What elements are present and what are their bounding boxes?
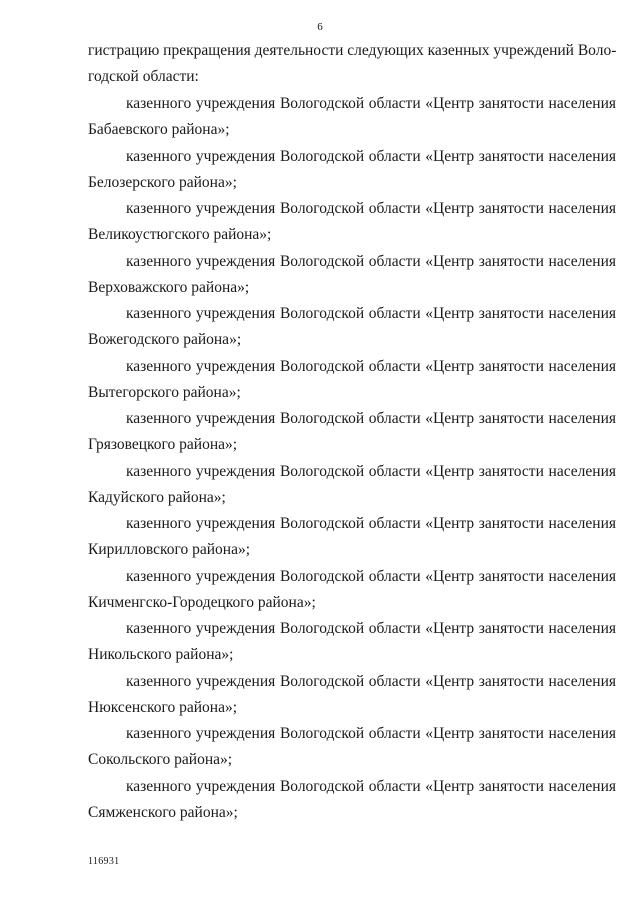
item-district-text: Кадуйского района»; [88, 488, 226, 506]
item-district-text: Никольского района»; [88, 646, 234, 664]
item-district-text: Нюксенского района»; [88, 698, 238, 716]
item-lead-text: казенного учреждения Вологодской области «Центр занятости населения [126, 252, 616, 270]
list-item [88, 669, 616, 722]
list-item [88, 144, 616, 197]
item-lead-text: казенного учреждения Вологодской области «Центр занятости населения [126, 515, 616, 532]
item-lead-text: казенного учреждения Вологодской области «Центр занятости населения [126, 567, 616, 585]
list-item [88, 459, 616, 512]
item-district-text: Кирилловского района»; [88, 541, 251, 559]
item-district-text: Вожегодского района»; [88, 331, 242, 349]
list-item [88, 406, 616, 459]
item-lead-text: казенного учреждения Вологодской области «Центр занятости населения [126, 147, 616, 165]
item-lead-text: казенного учреждения Вологодской области «Центр занятости населения [126, 410, 616, 427]
page-number: 6 [317, 21, 323, 33]
document-code: 116931 [88, 856, 120, 867]
list-item [88, 301, 616, 354]
list-item [88, 721, 616, 774]
item-district-text: Бабаевского района»; [88, 121, 230, 139]
item-lead-text: казенного учреждения Вологодской области «Центр занятости населения [126, 620, 616, 637]
item-district-text: Сокольского района»; [88, 751, 233, 769]
item-district-text: Вытегорского района»; [88, 383, 241, 401]
list-item [88, 91, 616, 144]
item-lead-text: казенного учреждения Вологодской области «Центр занятости населения [126, 95, 616, 112]
list-item [88, 616, 616, 669]
item-lead-text: казенного учреждения Вологодской области «Центр занятости населения [126, 725, 616, 742]
item-lead-text: казенного учреждения Вологодской области «Центр занятости населения [126, 462, 616, 480]
intro-paragraph [88, 38, 616, 90]
item-lead-text: казенного учреждения Вологодской области «Центр занятости населения [126, 777, 616, 795]
list-item [88, 774, 616, 827]
item-lead-text: казенного учреждения Вологодской области «Центр занятости населения [126, 672, 616, 690]
intro-line-1: гистрацию прекращения деятельности следующих казенных учреждений Воло- [88, 42, 617, 59]
intro-line-2: годской области: [88, 68, 199, 85]
item-lead-text: казенного учреждения Вологодской области «Центр занятости населения [126, 200, 616, 217]
item-district-text: Грязовецкого района»; [88, 436, 238, 454]
item-district-text: Великоустюгского района»; [88, 226, 272, 244]
list-item [88, 564, 616, 617]
item-district-text: Сямженского района»; [88, 803, 238, 821]
list-item [88, 511, 616, 564]
institution-list [88, 91, 616, 826]
item-district-text: Кичменгско-Городецкого района»; [88, 593, 316, 611]
list-item [88, 354, 616, 407]
item-lead-text: казенного учреждения Вологодской области «Центр занятости населения [126, 357, 616, 375]
list-item [88, 249, 616, 302]
item-district-text: Верховажского района»; [88, 278, 250, 296]
item-lead-text: казенного учреждения Вологодской области «Центр занятости населения [126, 305, 616, 322]
list-item [88, 196, 616, 249]
item-district-text: Белозерского района»; [88, 173, 237, 191]
